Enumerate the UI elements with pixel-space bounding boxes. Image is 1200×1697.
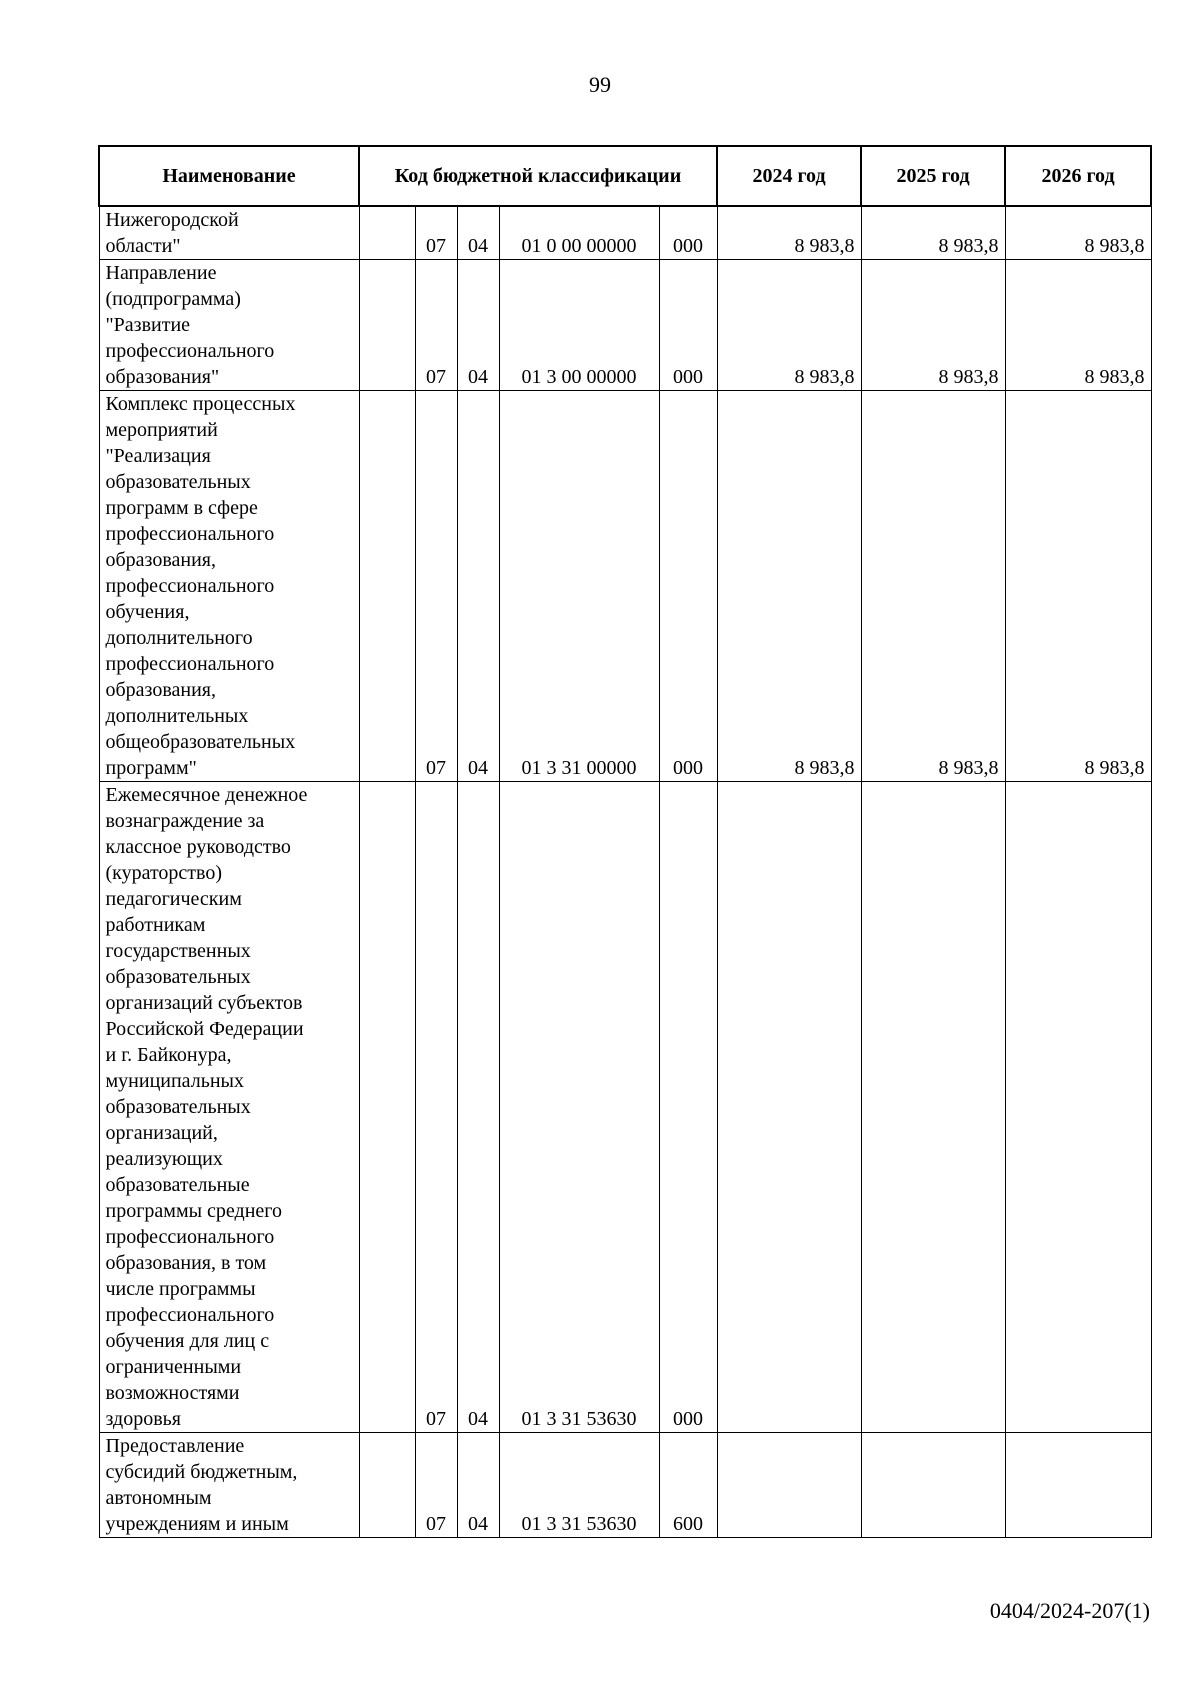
header-2026: 2026 год [1005, 146, 1151, 206]
table-row [99, 391, 1151, 782]
expense-type-code: 000 [659, 206, 717, 260]
row-name [99, 206, 359, 260]
row-name-line: образования, в том [105, 1252, 267, 1274]
row-name-line: Нижегородской [105, 209, 239, 231]
subsection-code: 04 [457, 260, 499, 391]
section-code: 07 [415, 782, 457, 1433]
row-name-line: Направление [105, 262, 217, 284]
header-2024: 2024 год [717, 146, 861, 206]
row-name-line: педагогическим [105, 888, 242, 910]
header-2025: 2025 год [861, 146, 1005, 206]
row-name-line: ограниченными [105, 1356, 242, 1378]
row-name-line: "Реализация [105, 445, 211, 467]
row-name-line: профессионального [105, 653, 275, 675]
row-blank-cell [359, 206, 415, 260]
row-name-line: вознаграждение за [105, 810, 265, 832]
row-name-line: возможностями [105, 1382, 240, 1404]
row-name-line: Предоставление [105, 1435, 245, 1457]
header-code: Код бюджетной классификации [359, 146, 717, 206]
amount-2024: 8 983,8 [717, 206, 861, 260]
table-row [99, 260, 1151, 391]
amount-2025 [861, 1433, 1005, 1538]
row-name-line: образовательных [105, 1096, 251, 1118]
table-row [99, 782, 1151, 1433]
row-name-line: числе программы [105, 1278, 256, 1300]
amount-2026: 8 983,8 [1005, 206, 1151, 260]
subsection-code: 04 [457, 206, 499, 260]
table-header-row [99, 146, 1151, 206]
row-blank-cell [359, 782, 415, 1433]
row-name-line: субсидий бюджетным, [105, 1461, 298, 1483]
row-name-line: государственных [105, 940, 251, 962]
row-name-line: образовательные [105, 1174, 250, 1196]
row-name-line: обучения, [105, 601, 190, 623]
amount-2026 [1005, 1433, 1151, 1538]
row-name-line: общеобразовательных [105, 731, 296, 753]
amount-2026: 8 983,8 [1005, 391, 1151, 782]
row-name-line: программы среднего [105, 1200, 282, 1222]
row-name-line: организаций субъектов [105, 992, 303, 1014]
amount-2025: 8 983,8 [861, 260, 1005, 391]
row-blank-cell [359, 260, 415, 391]
row-name [99, 260, 359, 391]
row-name-line: образовательных [105, 966, 251, 988]
row-name-line: работникам [105, 914, 206, 936]
amount-2025: 8 983,8 [861, 206, 1005, 260]
subsection-code: 04 [457, 391, 499, 782]
amount-2025 [861, 782, 1005, 1433]
row-name-line: области" [105, 235, 181, 257]
amount-2024 [717, 1433, 861, 1538]
row-name-line: профессионального [105, 575, 275, 597]
budget-table [98, 145, 1152, 1538]
row-name-line: Комплекс процессных [105, 393, 296, 415]
row-name-line: Российской Федерации [105, 1018, 304, 1040]
section-code: 07 [415, 1433, 457, 1538]
row-name-line: программ в сфере [105, 497, 258, 519]
table-row [99, 206, 1151, 260]
row-name-line: (кураторство) [105, 862, 223, 884]
row-name-line: образовательных [105, 471, 251, 493]
amount-2024: 8 983,8 [717, 391, 861, 782]
document-code: 0404/2024-207(1) [989, 1598, 1150, 1623]
section-code: 07 [415, 391, 457, 782]
amount-2025: 8 983,8 [861, 391, 1005, 782]
row-name [99, 391, 359, 782]
amount-2026: 8 983,8 [1005, 260, 1151, 391]
row-blank-cell [359, 1433, 415, 1538]
target-article-code: 01 3 31 53630 [499, 782, 659, 1433]
row-name-line: классное руководство [105, 836, 291, 858]
target-article-code: 01 0 00 00000 [499, 206, 659, 260]
row-name-line: профессионального [105, 1304, 275, 1326]
header-name: Наименование [99, 146, 359, 206]
row-name-line: учреждениям и иным [105, 1513, 289, 1535]
row-name-line: профессионального [105, 1226, 275, 1248]
row-name-line: и г. Байконура, [105, 1044, 232, 1066]
row-name-line: образования, [105, 549, 216, 571]
row-name-line: профессионального [105, 523, 275, 545]
amount-2024: 8 983,8 [717, 260, 861, 391]
table-row [99, 1433, 1151, 1538]
row-name-line: автономным [105, 1487, 212, 1509]
row-name-line: обучения для лиц с [105, 1330, 270, 1352]
row-name-line: мероприятий [105, 419, 218, 441]
subsection-code: 04 [457, 1433, 499, 1538]
section-code: 07 [415, 206, 457, 260]
expense-type-code: 000 [659, 391, 717, 782]
row-name-line: дополнительного [105, 627, 253, 649]
row-name-line: здоровья [105, 1408, 181, 1430]
expense-type-code: 000 [659, 260, 717, 391]
row-name-line: дополнительных [105, 705, 249, 727]
row-name [99, 782, 359, 1433]
row-name-line: Ежемесячное денежное [105, 784, 308, 806]
row-name-line: (подпрограмма) [105, 288, 241, 310]
target-article-code: 01 3 31 00000 [499, 391, 659, 782]
target-article-code: 01 3 31 53630 [499, 1433, 659, 1538]
row-name-line: образования, [105, 679, 216, 701]
row-name-line: "Развитие [105, 314, 191, 336]
row-name-line: образования" [105, 366, 220, 388]
row-name-line: организаций, [105, 1122, 218, 1144]
section-code: 07 [415, 260, 457, 391]
subsection-code: 04 [457, 782, 499, 1433]
row-name-line: муниципальных [105, 1070, 244, 1092]
page-number: 99 [589, 72, 611, 97]
target-article-code: 01 3 00 00000 [499, 260, 659, 391]
row-name-line: программ" [105, 757, 197, 779]
amount-2026 [1005, 782, 1151, 1433]
row-name [99, 1433, 359, 1538]
row-blank-cell [359, 391, 415, 782]
row-name-line: профессионального [105, 340, 275, 362]
amount-2024 [717, 782, 861, 1433]
expense-type-code: 600 [659, 1433, 717, 1538]
expense-type-code: 000 [659, 782, 717, 1433]
row-name-line: реализующих [105, 1148, 223, 1170]
